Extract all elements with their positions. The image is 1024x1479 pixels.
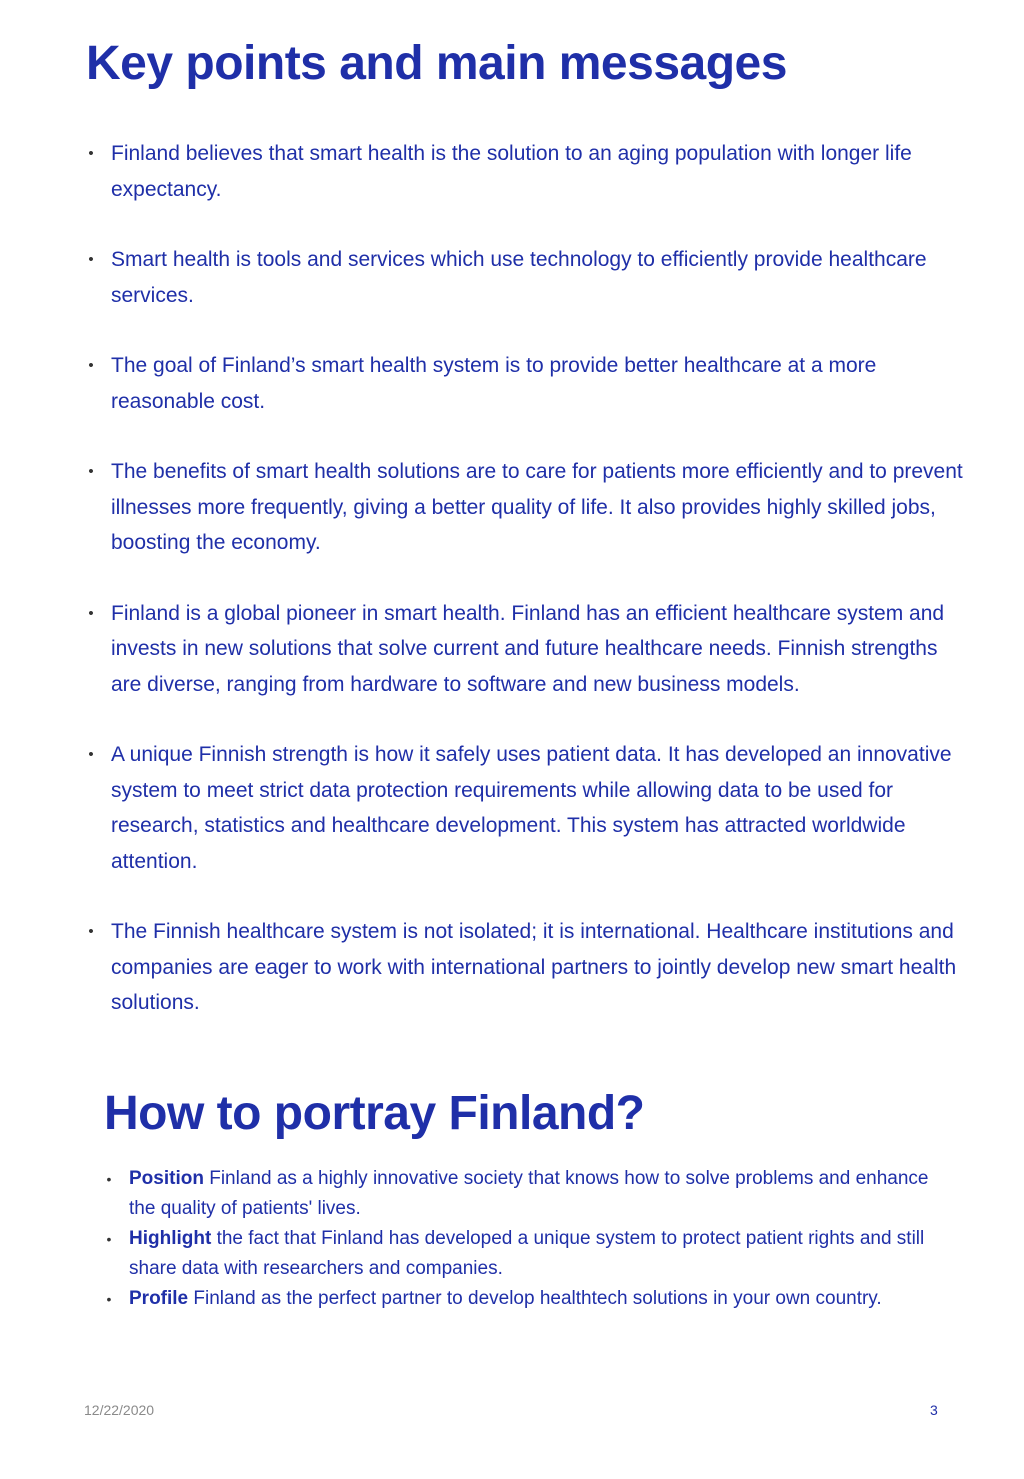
key-point-text: A unique Finnish strength is how it safely uses patient data. It has developed an innovative system to meet strict data protection requirements while allowing data to be used for research, statistics and healthcare development. This system has attracted worldwide attention. bbox=[111, 743, 952, 873]
portray-item-text: the fact that Finland has developed a unique system to protect patient rights and still share data with researchers and companies. bbox=[129, 1228, 925, 1279]
bullet-icon: • bbox=[88, 357, 94, 374]
bullet-icon: • bbox=[88, 251, 94, 268]
bullet-icon: • bbox=[88, 746, 94, 763]
key-point-text: The benefits of smart health solutions are to care for patients more efficiently and to prevent illnesses more frequently, giving a better quality of life. It also provides highly skilled jobs, boosting the economy. bbox=[111, 460, 963, 554]
key-points-list bbox=[84, 136, 964, 1021]
key-point-item bbox=[84, 737, 964, 879]
page-title: Key points and main messages bbox=[86, 37, 787, 90]
key-point-item bbox=[84, 454, 964, 561]
portray-item-text: Finland as the perfect partner to develop healthtech solutions in your own country. bbox=[188, 1288, 882, 1309]
bullet-icon: • bbox=[106, 1291, 112, 1307]
bullet-icon: • bbox=[88, 463, 94, 480]
key-point-item bbox=[84, 136, 964, 207]
portray-item-keyword: Profile bbox=[129, 1288, 189, 1309]
page-number: 3 bbox=[930, 1402, 938, 1418]
bullet-icon: • bbox=[106, 1171, 112, 1187]
portray-item bbox=[102, 1224, 942, 1284]
portray-heading: How to portray Finland? bbox=[104, 1087, 645, 1140]
portray-item-text: Finland as a highly innovative society that knows how to solve problems and enhance the quality of patients' lives. bbox=[129, 1168, 929, 1219]
bullet-icon: • bbox=[88, 604, 94, 622]
key-point-text: Finland is a global pioneer in smart health. Finland has an efficient healthcare system and invests in new solutions that solve current and future healthcare needs. Finnish strengths are diverse, ranging from hardware to software and new business models. bbox=[111, 601, 945, 696]
portray-item bbox=[102, 1284, 942, 1314]
portray-item-keyword: Highlight bbox=[129, 1228, 212, 1249]
key-point-text: The goal of Finland’s smart health system is to provide better healthcare at a more reasonable cost. bbox=[111, 354, 877, 413]
portray-item bbox=[102, 1164, 942, 1224]
bullet-icon: • bbox=[88, 923, 94, 940]
key-point-text: Finland believes that smart health is the solution to an aging population with longer life expectancy. bbox=[111, 142, 912, 201]
key-point-text: Smart health is tools and services which use technology to efficiently provide healthcare services. bbox=[111, 248, 927, 307]
key-point-item bbox=[84, 348, 964, 419]
bullet-icon: • bbox=[106, 1231, 112, 1247]
portray-item-keyword: Position bbox=[129, 1168, 204, 1189]
key-point-item bbox=[84, 914, 964, 1021]
key-point-item bbox=[84, 242, 964, 313]
bullet-icon: • bbox=[88, 145, 94, 162]
key-point-text: The Finnish healthcare system is not isolated; it is international. Healthcare institutions and companies are eager to work with international partners to jointly develop new smart health solutions. bbox=[111, 920, 957, 1014]
key-point-item bbox=[84, 596, 964, 703]
portray-list bbox=[102, 1164, 942, 1314]
footer-date: 12/22/2020 bbox=[84, 1402, 155, 1418]
